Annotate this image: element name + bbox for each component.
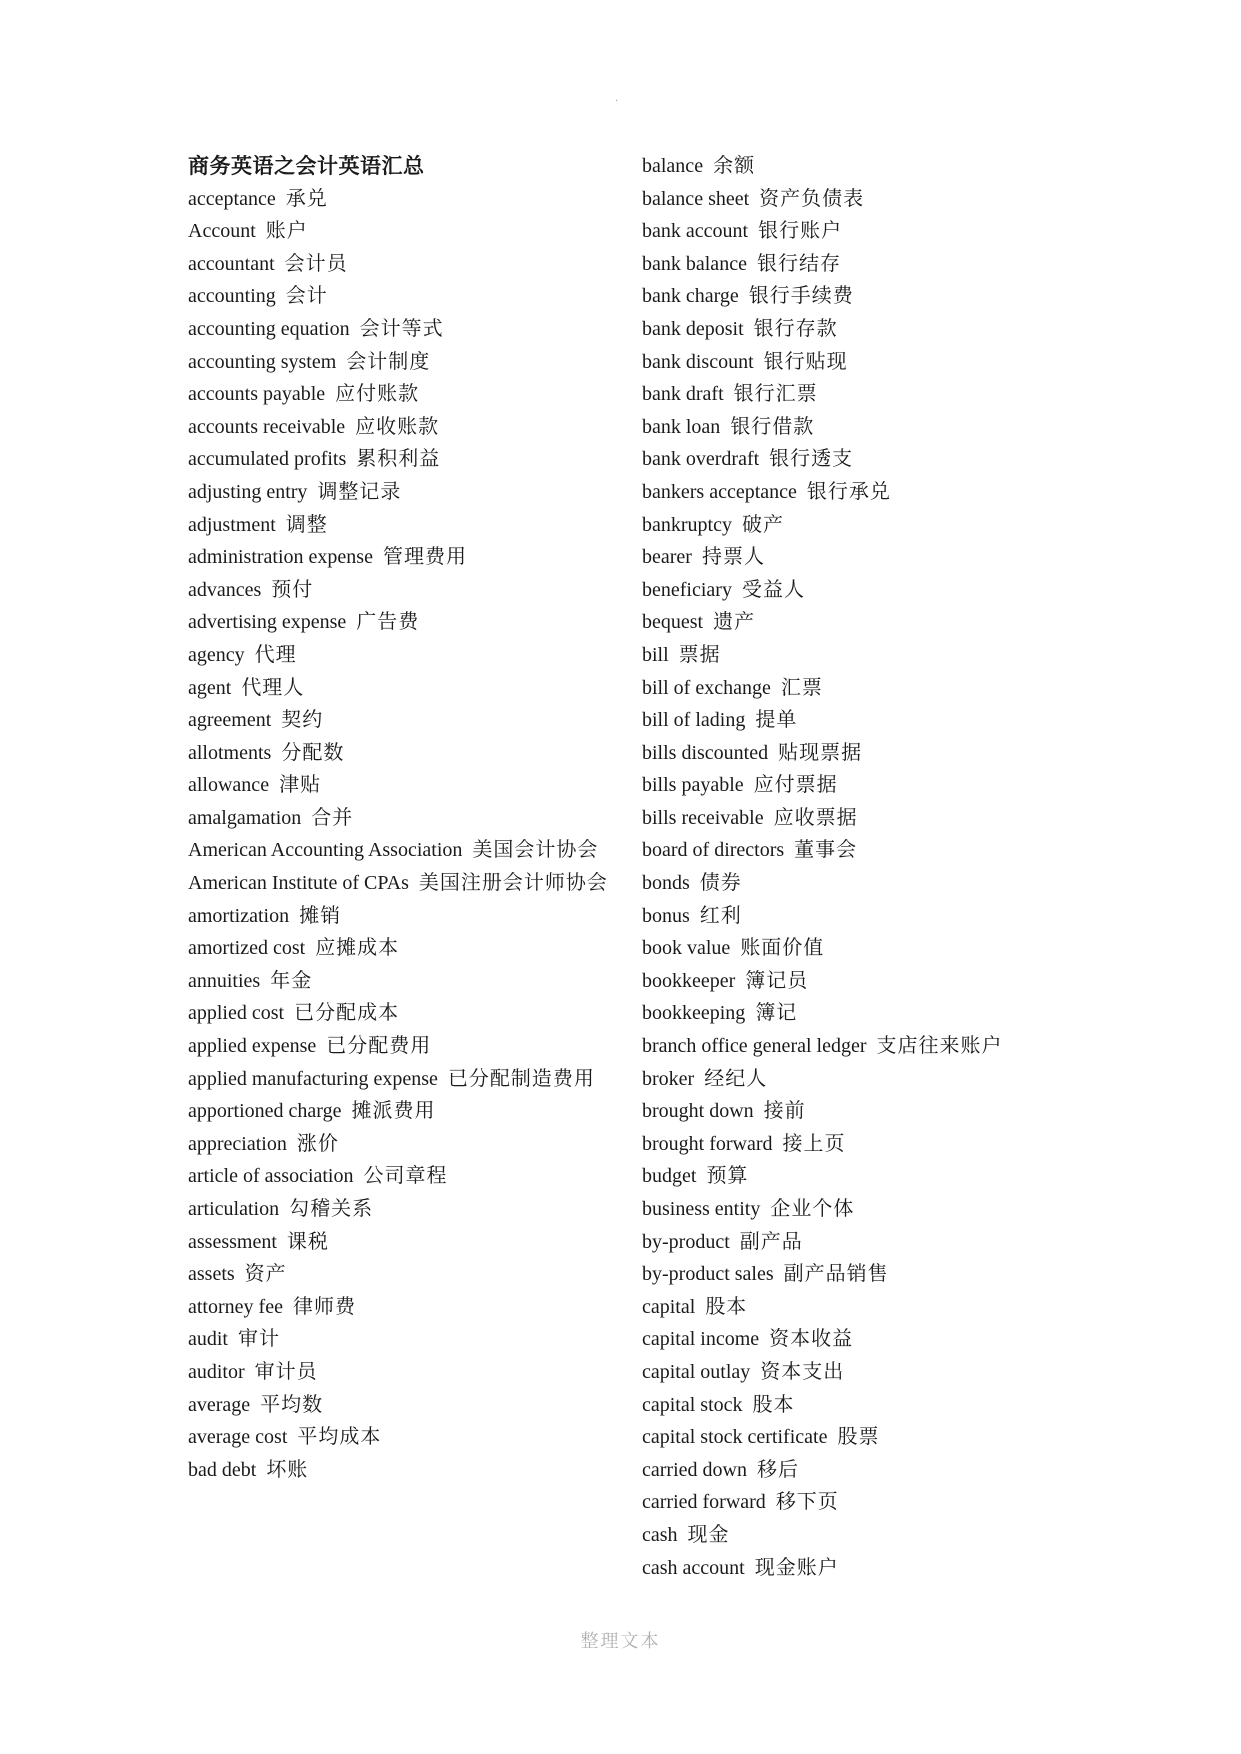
term-chinese: 调整记录 [317, 480, 402, 503]
term-chinese: 会计制度 [346, 350, 431, 373]
term-chinese: 审计员 [254, 1360, 318, 1383]
term-chinese: 美国会计协会 [472, 839, 599, 862]
term-english: average cost [188, 1426, 288, 1449]
term-english: article of association [188, 1165, 354, 1188]
term-chinese: 律师费 [292, 1295, 356, 1318]
term-chinese: 簿记员 [745, 969, 809, 992]
term-chinese: 管理费用 [382, 546, 467, 569]
glossary-entry [188, 280, 608, 313]
glossary-entry [642, 1389, 1062, 1422]
term-english: articulation [188, 1198, 280, 1220]
term-english: applied expense [188, 1035, 317, 1058]
term-english: advances [188, 578, 262, 601]
glossary-entry [642, 215, 1062, 248]
glossary-entry [642, 1356, 1062, 1389]
term-english: bills payable [642, 774, 744, 797]
glossary-entry [188, 1291, 608, 1324]
glossary-entry [642, 1291, 1062, 1324]
glossary-entry [642, 867, 1062, 900]
term-english: American Institute of CPAs [188, 872, 409, 895]
term-english: budget [642, 1165, 697, 1188]
term-english: accumulated profits [188, 448, 347, 471]
term-chinese: 勾稽关系 [289, 1198, 374, 1220]
term-english: apportioned charge [188, 1100, 342, 1123]
term-english: American Accounting Association [188, 839, 463, 862]
term-english: bank overdraft [642, 448, 760, 471]
term-chinese: 贴现票据 [778, 741, 863, 764]
term-chinese: 接上页 [782, 1132, 846, 1155]
term-english: appreciation [188, 1132, 287, 1155]
glossary-entry [188, 183, 608, 216]
term-english: bearer [642, 546, 692, 569]
term-chinese: 董事会 [794, 839, 858, 862]
term-english: branch office general ledger [642, 1035, 867, 1058]
term-english: applied cost [188, 1002, 285, 1025]
glossary-entry [188, 1258, 608, 1291]
term-english: bonds [642, 872, 690, 895]
glossary-entry [642, 834, 1062, 867]
term-chinese: 公司章程 [363, 1165, 448, 1188]
glossary-entry [188, 1421, 608, 1454]
glossary-entry [642, 1323, 1062, 1356]
term-english: broker [642, 1067, 695, 1090]
term-english: agent [188, 676, 232, 699]
term-chinese: 契约 [281, 709, 324, 732]
term-english: bill of exchange [642, 676, 771, 699]
term-english: acceptance [188, 187, 276, 210]
term-chinese: 银行透支 [769, 448, 854, 471]
term-chinese: 已分配成本 [294, 1002, 400, 1025]
term-english: capital stock certificate [642, 1426, 828, 1449]
glossary-entry [642, 672, 1062, 705]
glossary-entry [188, 704, 608, 737]
term-english: allotments [188, 741, 272, 764]
glossary-entry [642, 411, 1062, 444]
term-chinese: 股本 [705, 1295, 748, 1318]
glossary-entry [188, 1160, 608, 1193]
term-english: accounting [188, 285, 276, 308]
glossary-entry [642, 443, 1062, 476]
term-chinese: 受益人 [741, 578, 805, 601]
term-chinese: 账面价值 [740, 937, 825, 960]
term-chinese: 企业个体 [770, 1198, 855, 1220]
term-english: adjustment [188, 513, 276, 536]
term-chinese: 银行存款 [753, 317, 838, 340]
glossary-entry [188, 574, 608, 607]
glossary-entry [188, 965, 608, 998]
term-english: cash account [642, 1556, 745, 1579]
term-chinese: 应付账款 [335, 383, 420, 406]
term-english: bonus [642, 904, 690, 927]
term-english: assessment [188, 1230, 277, 1253]
term-english: bequest [642, 611, 704, 634]
term-english: average [188, 1393, 251, 1416]
glossary-entry [642, 509, 1062, 542]
glossary-entry [642, 150, 1062, 183]
term-english: bank deposit [642, 317, 744, 340]
term-chinese: 津贴 [279, 774, 322, 797]
glossary-entry [642, 1193, 1062, 1226]
term-chinese: 股本 [752, 1393, 795, 1416]
term-chinese: 应付票据 [753, 774, 838, 797]
glossary-entry [188, 248, 608, 281]
term-english: bank discount [642, 350, 754, 373]
term-english: agreement [188, 709, 272, 732]
glossary-entry [642, 1519, 1062, 1552]
glossary-entry [642, 1258, 1062, 1291]
glossary-entry [188, 1030, 608, 1063]
right-entry-list [642, 150, 1062, 1584]
term-chinese: 副产品 [739, 1230, 803, 1253]
term-chinese: 银行结存 [756, 252, 841, 275]
term-english: assets [188, 1263, 235, 1286]
term-english: capital stock [642, 1393, 743, 1416]
glossary-entry [188, 1226, 608, 1259]
term-english: amalgamation [188, 806, 302, 829]
glossary-entry [188, 313, 608, 346]
term-chinese: 平均成本 [297, 1426, 382, 1449]
term-chinese: 已分配制造费用 [447, 1067, 595, 1090]
term-english: board of directors [642, 839, 785, 862]
term-chinese: 持票人 [701, 546, 765, 569]
term-chinese: 摊销 [299, 904, 342, 927]
term-chinese: 应摊成本 [315, 937, 400, 960]
term-chinese: 银行手续费 [748, 285, 854, 308]
term-chinese: 移下页 [775, 1491, 839, 1514]
term-english: annuities [188, 969, 261, 992]
term-chinese: 支店往来账户 [876, 1035, 1003, 1058]
term-english: accounts payable [188, 383, 326, 406]
term-english: bookkeeper [642, 969, 736, 992]
term-chinese: 票据 [678, 643, 721, 666]
glossary-entry [642, 1128, 1062, 1161]
glossary-entry [642, 737, 1062, 770]
term-english: administration expense [188, 546, 373, 569]
glossary-entry [188, 476, 608, 509]
glossary-entry [188, 1356, 608, 1389]
header-mark: · [615, 96, 619, 107]
term-chinese: 代理人 [241, 676, 305, 699]
term-english: allowance [188, 774, 270, 797]
term-english: bill of lading [642, 709, 746, 732]
glossary-entry [642, 280, 1062, 313]
term-chinese: 资产负债表 [759, 187, 865, 210]
glossary-entry [642, 769, 1062, 802]
term-chinese: 分配数 [281, 741, 345, 764]
glossary-entry [188, 834, 608, 867]
term-english: advertising expense [188, 611, 347, 634]
term-chinese: 合并 [311, 806, 354, 829]
glossary-entry [188, 997, 608, 1030]
term-chinese: 银行汇票 [733, 383, 818, 406]
term-chinese: 课税 [286, 1230, 329, 1253]
glossary-entry [188, 1193, 608, 1226]
glossary-entry [188, 769, 608, 802]
glossary-entry [642, 997, 1062, 1030]
term-english: balance sheet [642, 187, 750, 210]
term-chinese: 承兑 [285, 187, 328, 210]
term-chinese: 遗产 [713, 611, 756, 634]
term-chinese: 接前 [763, 1100, 806, 1123]
term-english: bank account [642, 220, 749, 243]
glossary-entry [188, 215, 608, 248]
glossary-entry [188, 1095, 608, 1128]
glossary-entry [188, 1454, 608, 1487]
glossary-entry [188, 932, 608, 965]
term-chinese: 破产 [741, 513, 784, 536]
term-chinese: 累积利益 [356, 448, 441, 471]
term-english: accounting system [188, 350, 337, 373]
term-chinese: 审计 [238, 1328, 280, 1351]
glossary-entry [188, 346, 608, 379]
term-english: amortized cost [188, 937, 306, 960]
term-english: bank balance [642, 252, 747, 275]
term-chinese: 年金 [270, 969, 313, 992]
term-english: auditor [188, 1360, 245, 1383]
right-column [642, 150, 1062, 1584]
glossary-entry [642, 1160, 1062, 1193]
term-english: carried forward [642, 1491, 766, 1514]
term-english: capital [642, 1295, 696, 1318]
term-chinese: 银行承兑 [806, 480, 891, 503]
term-chinese: 簿记 [755, 1002, 798, 1025]
term-english: Account [188, 220, 256, 243]
glossary-entry [188, 606, 608, 639]
term-chinese: 银行贴现 [763, 350, 848, 373]
glossary-entry [188, 802, 608, 835]
glossary-entry [642, 1552, 1062, 1585]
term-english: bank draft [642, 383, 724, 406]
term-chinese: 银行借款 [730, 415, 815, 438]
glossary-entry [188, 1063, 608, 1096]
term-english: capital outlay [642, 1360, 751, 1383]
term-chinese: 资本支出 [760, 1360, 845, 1383]
glossary-entry [642, 1030, 1062, 1063]
term-english: beneficiary [642, 578, 732, 601]
term-chinese: 提单 [755, 709, 798, 732]
term-chinese: 会计等式 [359, 317, 444, 340]
term-english: applied manufacturing expense [188, 1067, 438, 1090]
glossary-entry [188, 443, 608, 476]
glossary-entry [188, 672, 608, 705]
term-english: cash [642, 1523, 678, 1546]
glossary-entry [642, 932, 1062, 965]
term-chinese: 预算 [706, 1165, 749, 1188]
glossary-entry [188, 378, 608, 411]
term-english: audit [188, 1328, 228, 1351]
page-title: 商务英语之会计英语汇总 [188, 154, 425, 178]
glossary-entry [188, 639, 608, 672]
term-english: bank charge [642, 285, 739, 308]
glossary-entry [642, 1454, 1062, 1487]
term-chinese: 平均数 [260, 1393, 324, 1416]
term-chinese: 摊派费用 [351, 1100, 436, 1123]
term-english: bookkeeping [642, 1002, 746, 1025]
term-english: bank loan [642, 415, 721, 438]
glossary-entry [642, 704, 1062, 737]
term-english: bills receivable [642, 806, 764, 829]
term-english: accounts receivable [188, 415, 346, 438]
term-chinese: 已分配费用 [326, 1035, 432, 1058]
glossary-entry [642, 1486, 1062, 1519]
term-chinese: 坏账 [266, 1458, 309, 1481]
term-chinese: 应收账款 [355, 415, 440, 438]
term-chinese: 股票 [837, 1426, 880, 1449]
term-chinese: 副产品销售 [783, 1263, 889, 1286]
glossary-entry [642, 1095, 1062, 1128]
term-english: by-product sales [642, 1263, 774, 1286]
term-english: adjusting entry [188, 480, 308, 503]
term-chinese: 美国注册会计师协会 [418, 872, 608, 895]
term-english: bills discounted [642, 741, 769, 764]
term-chinese: 银行账户 [758, 220, 843, 243]
term-chinese: 调整 [285, 513, 328, 536]
term-english: agency [188, 643, 245, 666]
term-chinese: 红利 [699, 904, 742, 927]
glossary-entry [188, 900, 608, 933]
glossary-entry [642, 1063, 1062, 1096]
glossary-entry [642, 476, 1062, 509]
term-english: bill [642, 643, 669, 666]
term-chinese: 会计员 [284, 252, 348, 275]
term-chinese: 现金 [687, 1523, 730, 1546]
term-english: bad debt [188, 1458, 257, 1481]
term-english: by-product [642, 1230, 730, 1253]
glossary-entry [188, 509, 608, 542]
glossary-entry [188, 867, 608, 900]
term-chinese: 现金账户 [754, 1556, 839, 1579]
glossary-entry [188, 541, 608, 574]
glossary-entry [188, 737, 608, 770]
term-english: accountant [188, 252, 275, 275]
glossary-entry [642, 802, 1062, 835]
glossary-entry [642, 346, 1062, 379]
glossary-entry [188, 1323, 608, 1356]
term-english: attorney fee [188, 1295, 283, 1318]
term-english: accounting equation [188, 317, 350, 340]
term-chinese: 会计 [285, 285, 328, 308]
glossary-entry [188, 411, 608, 444]
term-english: capital income [642, 1328, 760, 1351]
glossary-entry [642, 313, 1062, 346]
term-chinese: 经纪人 [704, 1067, 768, 1090]
term-english: business entity [642, 1198, 761, 1220]
glossary-entry [642, 900, 1062, 933]
glossary-entry [642, 541, 1062, 574]
term-english: brought down [642, 1100, 754, 1123]
term-chinese: 移后 [756, 1458, 799, 1481]
term-chinese: 应收票据 [773, 806, 858, 829]
term-chinese: 广告费 [356, 611, 420, 634]
left-column [188, 150, 608, 1486]
term-english: amortization [188, 904, 290, 927]
term-english: balance [642, 155, 704, 177]
term-english: brought forward [642, 1132, 773, 1155]
term-english: bankruptcy [642, 513, 732, 536]
term-english: book value [642, 937, 731, 960]
glossary-entry [642, 1421, 1062, 1454]
term-english: bankers acceptance [642, 480, 797, 503]
term-chinese: 涨价 [296, 1132, 339, 1155]
term-chinese: 账户 [265, 220, 308, 243]
term-chinese: 预付 [271, 578, 314, 601]
term-chinese: 资产 [244, 1263, 287, 1286]
glossary-entry [642, 378, 1062, 411]
glossary-entry [642, 639, 1062, 672]
glossary-entry [642, 248, 1062, 281]
term-chinese: 债券 [699, 872, 742, 895]
page-footer: 整理文本 [580, 1631, 661, 1651]
glossary-entry [188, 1128, 608, 1161]
glossary-entry [642, 183, 1062, 216]
glossary-entry [188, 1389, 608, 1422]
glossary-entry [642, 606, 1062, 639]
left-entry-list [188, 183, 608, 1487]
term-chinese: 汇票 [780, 676, 823, 699]
glossary-entry [642, 1226, 1062, 1259]
glossary-entry [642, 574, 1062, 607]
term-english: carried down [642, 1458, 747, 1481]
term-chinese: 代理 [254, 643, 297, 666]
term-chinese: 余额 [713, 155, 756, 177]
term-chinese: 资本收益 [769, 1328, 854, 1351]
glossary-entry [642, 965, 1062, 998]
